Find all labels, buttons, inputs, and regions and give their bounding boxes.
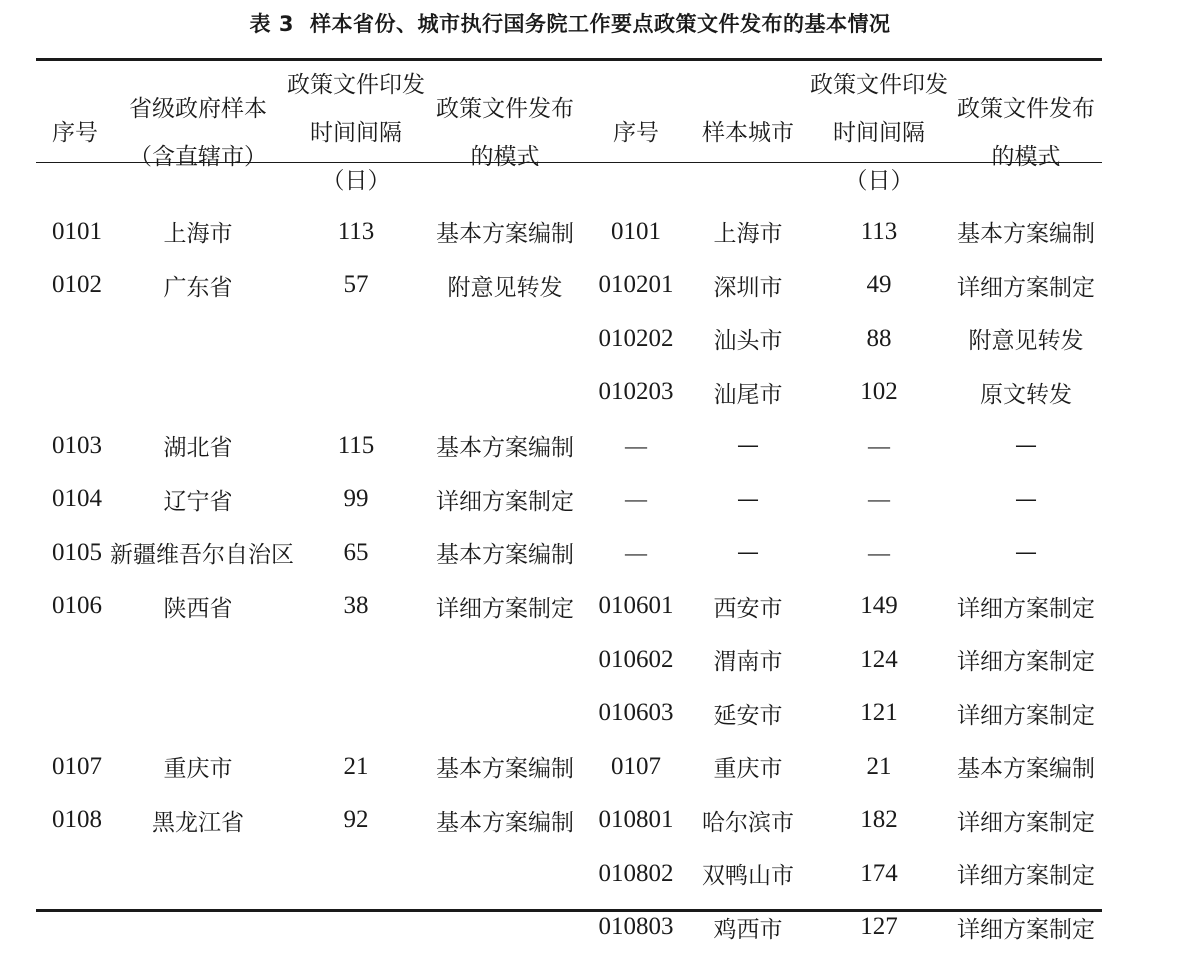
cell-city-name: 哈尔滨市 [688,794,808,848]
cell-city-interval: 149 [808,580,950,634]
cell-prov-interval: 21 [286,740,426,794]
header-line: 时间间隔（日） [286,109,426,205]
table-row [36,901,1102,954]
cell-prov-no: 0101 [36,205,110,259]
cell-city-name: 深圳市 [688,259,808,313]
cell-prov-name: 广东省 [110,259,286,313]
cell-city-mode: — [950,526,1102,580]
table-row [36,419,1102,473]
cell-prov-no [36,901,110,954]
cell-prov-name: 辽宁省 [110,473,286,527]
header-line: 的模式 [426,133,584,181]
cell-city-interval: 121 [808,687,950,741]
cell-prov-mode: 基本方案编制 [426,740,584,794]
cell-prov-mode: 基本方案编制 [426,205,584,259]
header-line: 政策文件发布 [950,85,1102,133]
cell-city-mode: 附意见转发 [950,312,1102,366]
cell-city-no: 010602 [584,633,688,687]
cell-prov-name [110,366,286,420]
cell-city-name: — [688,526,808,580]
table-row [36,847,1102,901]
cell-prov-name: 重庆市 [110,740,286,794]
header-row [36,61,1102,205]
cell-prov-mode [426,312,584,366]
cell-prov-name [110,633,286,687]
cell-prov-mode: 基本方案编制 [426,794,584,848]
cell-prov-no: 0106 [36,580,110,634]
cell-city-mode: 原文转发 [950,366,1102,420]
cell-prov-name [110,847,286,901]
header-prov-sample [110,61,286,205]
policy-table [36,61,1102,954]
table-row [36,259,1102,313]
cell-city-no: 010803 [584,901,688,954]
cell-city-no: 0107 [584,740,688,794]
cell-prov-interval: 57 [286,259,426,313]
header-city-no: 序号 [584,61,688,205]
cell-prov-no [36,312,110,366]
table-row [36,205,1102,259]
cell-city-no: 010603 [584,687,688,741]
cell-prov-interval [286,633,426,687]
header-prov-no: 序号 [36,61,110,205]
cell-prov-no: 0104 [36,473,110,527]
cell-city-name: 汕头市 [688,312,808,366]
cell-prov-name: 新疆维吾尔自治区 [110,526,286,580]
cell-city-interval: — [808,419,950,473]
cell-prov-interval [286,847,426,901]
cell-city-mode: 详细方案制定 [950,633,1102,687]
cell-prov-interval: 99 [286,473,426,527]
cell-city-interval: 21 [808,740,950,794]
cell-prov-interval: 38 [286,580,426,634]
cell-prov-name: 上海市 [110,205,286,259]
cell-city-name: 鸡西市 [688,901,808,954]
cell-prov-no: 0108 [36,794,110,848]
cell-prov-name: 陕西省 [110,580,286,634]
table-row [36,687,1102,741]
header-line: 政策文件印发 [808,61,950,109]
cell-city-name: — [688,419,808,473]
cell-prov-mode: 基本方案编制 [426,419,584,473]
cell-city-mode: — [950,473,1102,527]
cell-city-no: 010601 [584,580,688,634]
cell-city-name: 延安市 [688,687,808,741]
cell-prov-interval: 92 [286,794,426,848]
cell-prov-mode [426,687,584,741]
cell-city-no: 010802 [584,847,688,901]
cell-prov-name [110,312,286,366]
header-line: 政策文件印发 [286,61,426,109]
cell-city-mode: 详细方案制定 [950,794,1102,848]
table-row [36,740,1102,794]
cell-city-interval: 113 [808,205,950,259]
cell-prov-no [36,687,110,741]
cell-city-name: 汕尾市 [688,366,808,420]
cell-city-interval: 49 [808,259,950,313]
header-line: 时间间隔（日） [808,109,950,205]
cell-city-interval: 88 [808,312,950,366]
cell-prov-mode [426,633,584,687]
cell-city-mode: 基本方案编制 [950,740,1102,794]
cell-city-name: 双鸭山市 [688,847,808,901]
cell-prov-mode [426,901,584,954]
cell-city-no: 010203 [584,366,688,420]
cell-prov-mode: 详细方案制定 [426,580,584,634]
cell-prov-name [110,687,286,741]
table-row [36,312,1102,366]
cell-prov-interval [286,312,426,366]
cell-city-interval: — [808,526,950,580]
cell-city-no: 010201 [584,259,688,313]
cell-prov-interval: 115 [286,419,426,473]
cell-prov-no [36,633,110,687]
table-body [36,205,1102,954]
cell-city-interval: 124 [808,633,950,687]
header-city-interval [808,61,950,205]
cell-city-interval: — [808,473,950,527]
cell-city-interval: 127 [808,901,950,954]
table-number: 表 3 [250,12,294,36]
cell-prov-no: 0103 [36,419,110,473]
header-city-sample: 样本城市 [688,61,808,205]
cell-prov-name [110,901,286,954]
cell-city-no: 010202 [584,312,688,366]
table-caption [0,6,1140,42]
cell-prov-mode: 详细方案制定 [426,473,584,527]
header-line: 政策文件发布 [426,85,584,133]
cell-prov-no: 0102 [36,259,110,313]
cell-prov-interval: 113 [286,205,426,259]
cell-prov-interval: 65 [286,526,426,580]
cell-prov-mode: 基本方案编制 [426,526,584,580]
header-line: 的模式 [950,133,1102,181]
cell-city-name: — [688,473,808,527]
table-row [36,633,1102,687]
cell-city-interval: 102 [808,366,950,420]
cell-city-name: 西安市 [688,580,808,634]
cell-city-mode: 详细方案制定 [950,901,1102,954]
cell-prov-interval [286,366,426,420]
cell-prov-mode: 附意见转发 [426,259,584,313]
cell-city-no: — [584,526,688,580]
cell-city-name: 渭南市 [688,633,808,687]
table-row [36,473,1102,527]
cell-city-interval: 174 [808,847,950,901]
cell-prov-interval [286,687,426,741]
cell-city-mode: 详细方案制定 [950,259,1102,313]
cell-prov-mode [426,847,584,901]
cell-prov-no: 0105 [36,526,110,580]
header-city-mode [950,61,1102,205]
cell-city-mode: — [950,419,1102,473]
header-prov-interval [286,61,426,205]
table-title: 样本省份、城市执行国务院工作要点政策文件发布的基本情况 [310,12,891,36]
table-row [36,366,1102,420]
cell-prov-interval [286,901,426,954]
cell-prov-no [36,366,110,420]
cell-city-name: 重庆市 [688,740,808,794]
cell-city-mode: 详细方案制定 [950,580,1102,634]
cell-prov-no [36,847,110,901]
cell-city-mode: 详细方案制定 [950,847,1102,901]
table-row [36,580,1102,634]
cell-city-no: — [584,419,688,473]
header-line: 省级政府样本 [110,85,286,133]
cell-prov-name: 黑龙江省 [110,794,286,848]
cell-prov-no: 0107 [36,740,110,794]
cell-city-no: — [584,473,688,527]
header-line: （含直辖市） [110,133,286,181]
cell-city-mode: 基本方案编制 [950,205,1102,259]
cell-city-interval: 182 [808,794,950,848]
cell-city-no: 0101 [584,205,688,259]
header-prov-mode [426,61,584,205]
cell-prov-mode [426,366,584,420]
cell-city-mode: 详细方案制定 [950,687,1102,741]
cell-prov-name: 湖北省 [110,419,286,473]
table-row [36,794,1102,848]
cell-city-name: 上海市 [688,205,808,259]
table-row [36,526,1102,580]
cell-city-no: 010801 [584,794,688,848]
